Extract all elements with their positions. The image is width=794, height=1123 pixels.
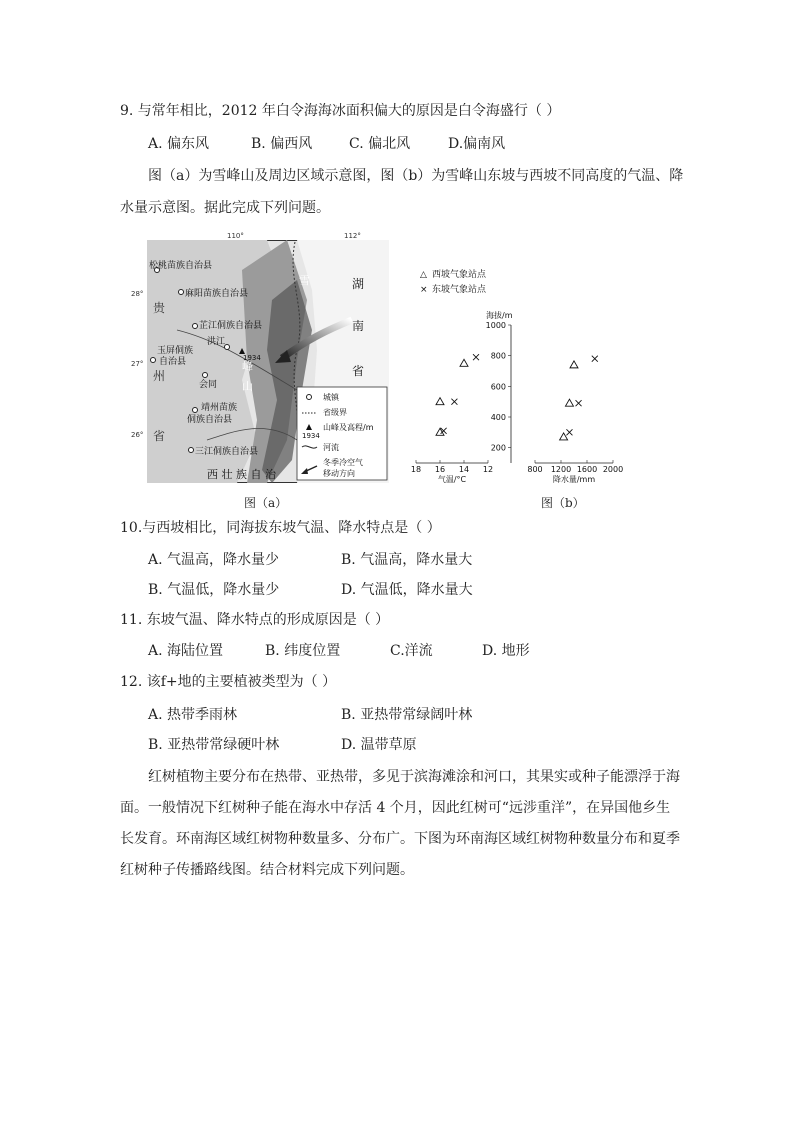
mountain-char-1: 雪 bbox=[299, 274, 310, 287]
legend-marker-triangle: △ bbox=[420, 270, 427, 280]
q10-option-4: D. 气温低，降水量大 bbox=[341, 582, 473, 598]
legend-river: 河流 bbox=[323, 443, 339, 452]
x-tick-label: 2000 bbox=[602, 465, 624, 474]
data-point-west bbox=[560, 433, 568, 440]
legend-west-label: 西坡气象站点 bbox=[432, 270, 487, 280]
data-point-west bbox=[436, 398, 444, 405]
q9-option-a: A. 偏东风 bbox=[148, 136, 210, 152]
town-marker bbox=[189, 448, 194, 453]
place-songtao: 松桃苗族自治县 bbox=[149, 261, 213, 271]
legend-cold-air-1: 冬季冷空气 bbox=[323, 458, 363, 467]
q12-option-2: B. 亚热带常绿阔叶林 bbox=[341, 707, 473, 723]
place-yuping-2: 自治县 bbox=[159, 357, 187, 367]
town-marker bbox=[193, 408, 198, 413]
lat-label-26: 26° bbox=[131, 431, 144, 439]
data-point-east bbox=[592, 356, 598, 362]
q10-option-2: B. 气温高，降水量大 bbox=[341, 552, 473, 568]
place-mayang: 麻阳苗族自治县 bbox=[185, 289, 249, 299]
lat-label-27: 27° bbox=[131, 360, 144, 368]
map-figure-a bbox=[131, 232, 389, 483]
x-tick-label: 18 bbox=[410, 465, 422, 474]
question-11-stem: 11. 东坡气温、降水特点的形成原因是（ ） bbox=[120, 612, 390, 628]
x-tick-label: 1600 bbox=[576, 465, 598, 474]
place-hongjiang: 洪江 bbox=[207, 337, 226, 347]
legend-peak: 山峰及高程/m bbox=[323, 423, 374, 432]
guizhou-char-3: 省 bbox=[153, 429, 166, 443]
town-marker bbox=[151, 358, 156, 363]
peak-elevation: 1934 bbox=[243, 354, 261, 362]
caption-a: 图（a） bbox=[244, 496, 288, 510]
q12-option-1: A. 热带季雨林 bbox=[148, 707, 238, 723]
guizhou-char-2: 州 bbox=[153, 369, 166, 383]
place-sanjiang: 三江侗族自治县 bbox=[195, 447, 259, 457]
data-point-east bbox=[473, 354, 479, 360]
y-tick-label: 600 bbox=[490, 382, 506, 392]
q10-option-3: B. 气温低，降水量少 bbox=[148, 582, 280, 598]
hunan-char-3: 省 bbox=[352, 364, 365, 378]
town-marker bbox=[179, 290, 184, 295]
x-tick-label: 16 bbox=[434, 465, 446, 474]
question-10-stem: 10.与西坡相比，同海拔东坡气温、降水特点是（ ） bbox=[120, 520, 441, 536]
data-point-east bbox=[576, 400, 582, 406]
intro1-line2: 水量示意图。据此完成下列问题。 bbox=[120, 200, 330, 216]
legend-town-icon bbox=[307, 395, 312, 400]
data-point-west bbox=[565, 399, 573, 406]
place-jingzhou: 靖州苗族 bbox=[201, 403, 238, 413]
legend-cold-air-2: 移动方向 bbox=[323, 469, 355, 478]
x-axis-label: 气温/°C bbox=[437, 475, 467, 484]
town-marker bbox=[193, 324, 198, 329]
x-tick-label: 800 bbox=[527, 465, 543, 474]
place-zhijiang: 芷江侗族自治县 bbox=[199, 321, 263, 331]
hunan-char-2: 南 bbox=[352, 319, 365, 333]
guangxi-label: 西 壮 族 自 治 bbox=[207, 468, 276, 481]
y-tick-label: 1000 bbox=[485, 321, 506, 330]
intro1-line1: 图（a）为雪峰山及周边区域示意图，图（b）为雪峰山东坡与西坡不同高度的气温、降 bbox=[148, 168, 684, 184]
town-marker bbox=[225, 345, 230, 350]
place-huitong: 会同 bbox=[199, 380, 218, 390]
y-tick-label: 800 bbox=[490, 351, 506, 361]
mountain-char-2: 峰 bbox=[242, 360, 253, 373]
legend-peak-value: 1934 bbox=[302, 432, 320, 440]
legend-east-label: 东坡气象站点 bbox=[432, 285, 487, 295]
question-9-stem: 9. 与常年相比，2012 年白令海海冰面积偏大的原因是白令海盛行（ ） bbox=[120, 103, 561, 119]
q12-option-4: D. 温带草原 bbox=[341, 737, 417, 753]
mountain-char-3: 山 bbox=[242, 380, 253, 393]
data-point-west bbox=[570, 361, 578, 368]
question-12-stem: 12. 该f+地的主要植被类型为（ ） bbox=[120, 674, 337, 690]
intro2-line1: 红树植物主要分布在热带、亚热带，多见于滨海滩涂和河口，其果实或种子能漂浮于海 bbox=[148, 769, 680, 785]
data-point-east bbox=[451, 399, 457, 405]
q9-option-b: B. 偏西风 bbox=[251, 136, 313, 152]
q11-option-a: A. 海陆位置 bbox=[148, 643, 224, 659]
q11-option-d: D. 地形 bbox=[482, 643, 530, 659]
q11-option-c: C.洋流 bbox=[390, 643, 433, 659]
place-jingzhou-2: 侗族自治县 bbox=[187, 415, 233, 425]
y-tick-label: 400 bbox=[490, 413, 506, 422]
legend-marker-x: × bbox=[420, 285, 428, 295]
data-point-east bbox=[566, 429, 572, 435]
q9-option-c: C. 偏北风 bbox=[349, 136, 411, 152]
legend-border: 省级界 bbox=[323, 408, 347, 417]
town-marker bbox=[203, 373, 208, 378]
q10-option-1: A. 气温高，降水量少 bbox=[148, 552, 280, 568]
legend-town: 城镇 bbox=[323, 393, 339, 402]
guizhou-char-1: 贵 bbox=[153, 301, 166, 315]
q9-option-d: D.偏南风 bbox=[448, 136, 506, 152]
intro2-line4: 红树种子传播路线图。结合材料完成下列问题。 bbox=[120, 862, 414, 878]
q12-option-3: B. 亚热带常绿硬叶林 bbox=[148, 737, 280, 753]
hunan-char-1: 湖 bbox=[352, 277, 365, 291]
lon-label-112: 112° bbox=[344, 232, 361, 240]
x-tick-label: 1200 bbox=[550, 465, 572, 474]
x-axis-label: 降水量/mm bbox=[552, 475, 596, 484]
x-tick-label: 12 bbox=[482, 465, 494, 474]
q11-option-b: B. 纬度位置 bbox=[265, 643, 341, 659]
chart-layer bbox=[411, 268, 623, 484]
place-yuping: 玉屏侗族 bbox=[157, 346, 194, 356]
data-point-west bbox=[460, 359, 468, 366]
y-axis-label: 海拔/m bbox=[486, 311, 513, 320]
chart-figure-b bbox=[408, 255, 624, 490]
lon-label-110: 110° bbox=[227, 232, 244, 240]
x-tick-label: 14 bbox=[458, 465, 470, 474]
intro2-line2: 面。一般情况下红树种子能在海水中存活 4 个月，因此红树可“远涉重洋”，在异国他乡生 bbox=[120, 800, 671, 816]
caption-b: 图（b） bbox=[541, 496, 585, 510]
intro2-line3: 长发育。环南海区域红树物种数量多、分布广。下图为环南海区域红树物种数量分布和夏季 bbox=[120, 831, 680, 847]
y-tick-label: 200 bbox=[490, 443, 506, 453]
lat-label-28: 28° bbox=[131, 290, 144, 298]
